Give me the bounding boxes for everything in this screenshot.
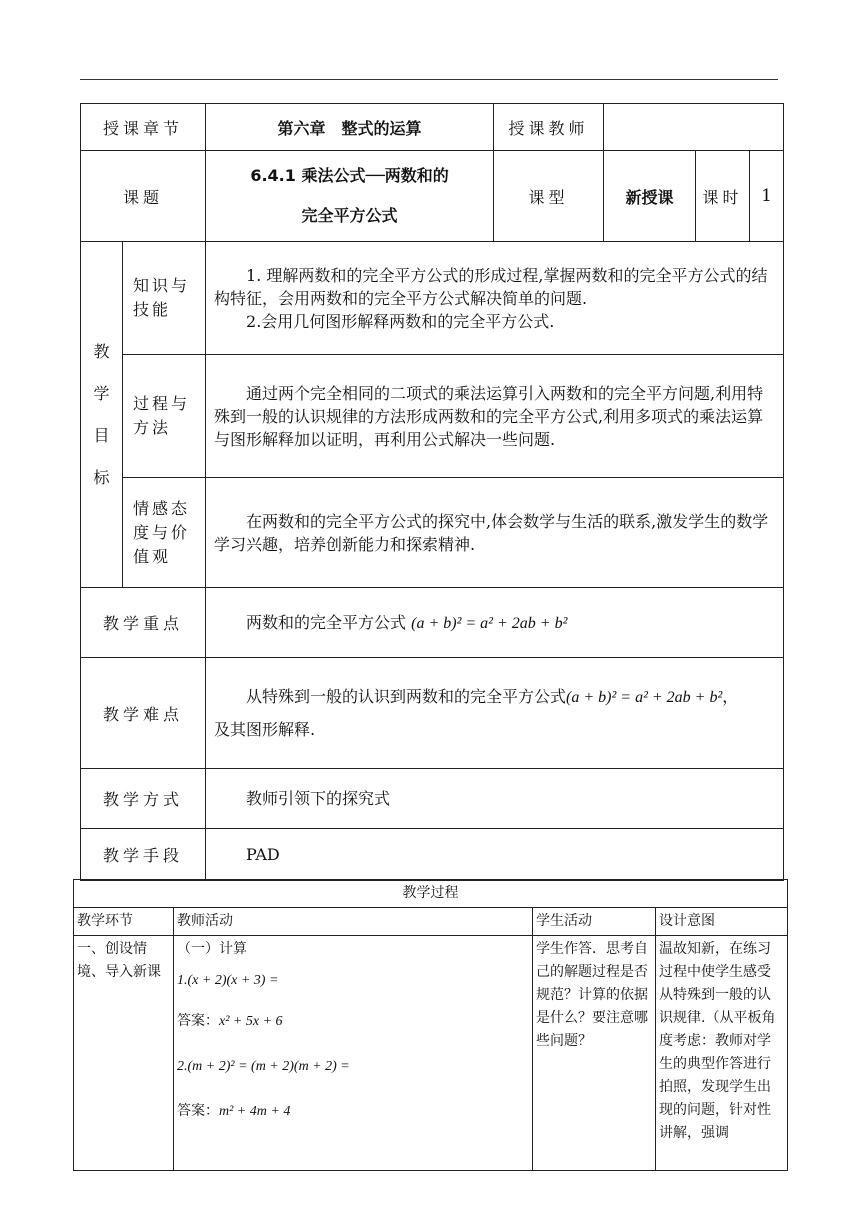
process-title: 教学过程 (74, 880, 788, 908)
stage-cell: 一、创设情境、导入新课 (74, 936, 174, 1171)
key-point-formula: (a + b)² = a² + 2ab + b² (411, 614, 568, 632)
knowledge-label: 知识与技能 (123, 242, 206, 355)
topic-line-2: 完全平方公式 (301, 206, 398, 225)
key-point-text: 两数和的完全平方公式 (a + b)² = a² + 2ab + b² (206, 588, 784, 658)
student-activity-cell: 学生作答．思考自己的解题过程是否规范？计算的依据是什么？要注意哪些问题？ (533, 936, 656, 1171)
topic-label: 课题 (81, 151, 206, 242)
chapter-value: 第六章 整式的运算 (206, 104, 494, 151)
topic-line-1: 6.4.1 乘法公式──两数和的 (250, 166, 449, 185)
top-rule (80, 79, 778, 80)
means-value: PAD (206, 829, 784, 881)
teaching-process-table (73, 879, 788, 1171)
design-intent-cell: 温故知新，在练习过程中使学生感受从特殊到一般的认识规律.（从平板角度考虑：教师对学生的典型作答进行拍照，发现学生出现的问题，针对性讲解，强调 (656, 936, 788, 1171)
teacher-activity-cell: （一）计算 1.(x + 2)(x + 3) = 答案：x² + 5x + 6 2.(m + 2)² = (m + 2)(m + 2) = 答案：m² + 4m + 4 (174, 936, 533, 1171)
lesson-plan-header-table (80, 103, 784, 881)
answer-2: 答案：m² + 4m + 4 (177, 1103, 291, 1119)
method-label: 教学方式 (81, 769, 206, 829)
header-teacher-activity: 教师活动 (174, 908, 533, 936)
question-2: 2.(m + 2)² = (m + 2)(m + 2) = (177, 1059, 350, 1074)
header-stage: 教学环节 (74, 908, 174, 936)
hours-label: 课时 (696, 151, 750, 242)
method-value: 教师引领下的探究式 (206, 769, 784, 829)
hours-value: 1 (750, 151, 784, 242)
difficulty-label: 教学难点 (81, 658, 206, 769)
teacher-label: 授课教师 (494, 104, 604, 151)
header-student-activity: 学生活动 (533, 908, 656, 936)
teacher-value (604, 104, 784, 151)
key-point-label: 教学重点 (81, 588, 206, 658)
process-text: 通过两个完全相同的二项式的乘法运算引入两数和的完全平方问题,利用特殊到一般的认识规律的方法形成两数和的完全平方公式,利用多项式的乘法运算与图形解释加以证明，再利用公式解决一些问题. (206, 355, 784, 478)
question-1: 1.(x + 2)(x + 3) = (177, 973, 279, 988)
knowledge-text: 1. 理解两数和的完全平方公式的形成过程,掌握两数和的完全平方公式的结构特征，会用两数和的完全平方公式解决简单的问题. 2.会用几何图形解释两数和的完全平方公式. (206, 242, 784, 355)
type-label: 课型 (494, 151, 604, 242)
answer-1: 答案：x² + 5x + 6 (177, 1013, 283, 1029)
topic-value (206, 151, 494, 242)
difficulty-text: 从特殊到一般的认识到两数和的完全平方公式(a + b)² = a² + 2ab + b²， 及其图形解释. (206, 658, 784, 769)
chapter-label: 授课章节 (81, 104, 206, 151)
emotion-label: 情感态度与价值观 (123, 478, 206, 588)
type-value: 新授课 (604, 151, 696, 242)
goals-group-label: 教 学 目 标 (81, 242, 123, 588)
process-label: 过程与方法 (123, 355, 206, 478)
emotion-text: 在两数和的完全平方公式的探究中,体会数学与生活的联系,激发学生的数学学习兴趣，培养创新能力和探索精神. (206, 478, 784, 588)
means-label: 教学手段 (81, 829, 206, 881)
header-design-intent: 设计意图 (656, 908, 788, 936)
difficulty-formula: (a + b)² = a² + 2ab + b² (566, 688, 723, 706)
